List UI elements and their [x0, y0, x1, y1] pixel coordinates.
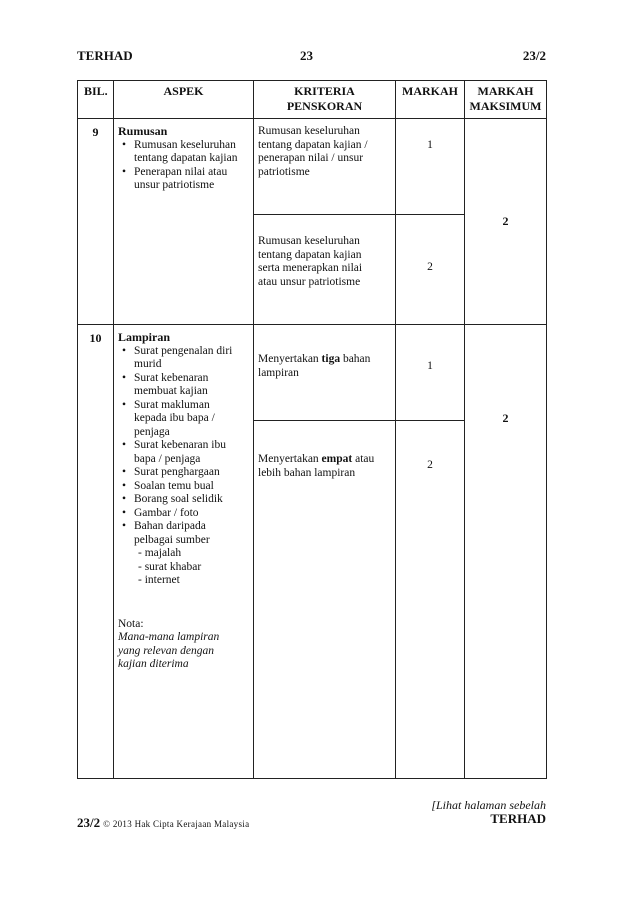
header-kriteria: KRITERIA PENSKORAN: [254, 81, 396, 119]
marking-scheme-table: [77, 80, 547, 779]
list-item: • Surat penghargaan: [122, 466, 220, 478]
aspek-cell: [114, 325, 254, 779]
list-item: • Surat pengenalan diri murid: [122, 344, 233, 370]
list-item: • Borang soal selidik: [122, 493, 223, 505]
aspek-title: Lampiran: [118, 330, 171, 344]
list-item: - surat khabar: [138, 560, 202, 573]
list-item: • Penerapan nilai atau unsur patriotisme: [122, 165, 228, 191]
footer-classification: TERHAD: [490, 811, 546, 826]
copyright: © 2013 Hak Cipta Kerajaan Malaysia: [103, 819, 250, 829]
note: Nota: Mana-mana lampiran yang relevan dengan kajian diterima: [118, 618, 251, 672]
footer-left: [77, 815, 249, 831]
aspek-cell: [114, 119, 254, 325]
mark-cell: 2: [396, 421, 465, 779]
sub-list: [118, 547, 251, 588]
row-number: 10: [78, 325, 114, 779]
max-mark-cell: 2: [465, 119, 547, 325]
list-item: • Surat kebenaran ibu bapa / penjaga: [122, 439, 226, 465]
table-row: [78, 325, 547, 421]
table-row: [78, 119, 547, 215]
mark-cell: 1: [396, 119, 465, 215]
mark-cell: 1: [396, 325, 465, 421]
header-markah-maksimum: MARKAH MAKSIMUM: [465, 81, 547, 119]
footer-code: 23/2: [77, 815, 101, 830]
page-number: 23: [300, 48, 313, 63]
criteria-cell: Menyertakan tiga bahan lampiran: [254, 325, 396, 421]
note-label: Nota:: [118, 617, 144, 630]
mark-cell: 2: [396, 215, 465, 325]
footer-right: [431, 798, 546, 826]
list-item: • Soalan temu bual: [122, 479, 214, 492]
see-next-page: [Lihat halaman sebelah: [431, 798, 546, 812]
criteria-cell: Rumusan keseluruhan tentang dapatan kajian / penerapan nilai / unsur patriotisme: [254, 119, 396, 215]
row-number: 9: [78, 119, 114, 325]
criteria-cell: Rumusan keseluruhan tentang dapatan kajian serta menerapkan nilai atau unsur patriotisme: [254, 215, 396, 325]
paper-code: 23/2: [522, 48, 546, 63]
header-aspek: ASPEK: [114, 81, 254, 119]
list-item: • Gambar / foto: [122, 506, 199, 519]
table-header-row: [78, 81, 547, 119]
list-item: • Rumusan keseluruhan tentang dapatan kajian: [122, 138, 238, 164]
aspek-list: [118, 345, 251, 548]
header-bil: BIL.: [78, 81, 114, 119]
list-item: • Surat makluman kepada ibu bapa / penjaga: [122, 398, 215, 438]
list-item: - internet: [138, 574, 180, 586]
list-item: - majalah: [138, 547, 182, 559]
criteria-cell: Menyertakan empat atau lebih bahan lampiran: [254, 421, 396, 779]
aspek-title: Rumusan: [118, 124, 168, 138]
header-markah: MARKAH: [396, 81, 465, 119]
max-mark-cell: 2: [465, 325, 547, 779]
list-item: • Surat kebenaran membuat kajian: [122, 371, 209, 397]
header-classification: TERHAD: [77, 48, 133, 63]
list-item: • Bahan daripada pelbagai sumber: [122, 520, 210, 546]
aspek-list: [118, 139, 251, 193]
